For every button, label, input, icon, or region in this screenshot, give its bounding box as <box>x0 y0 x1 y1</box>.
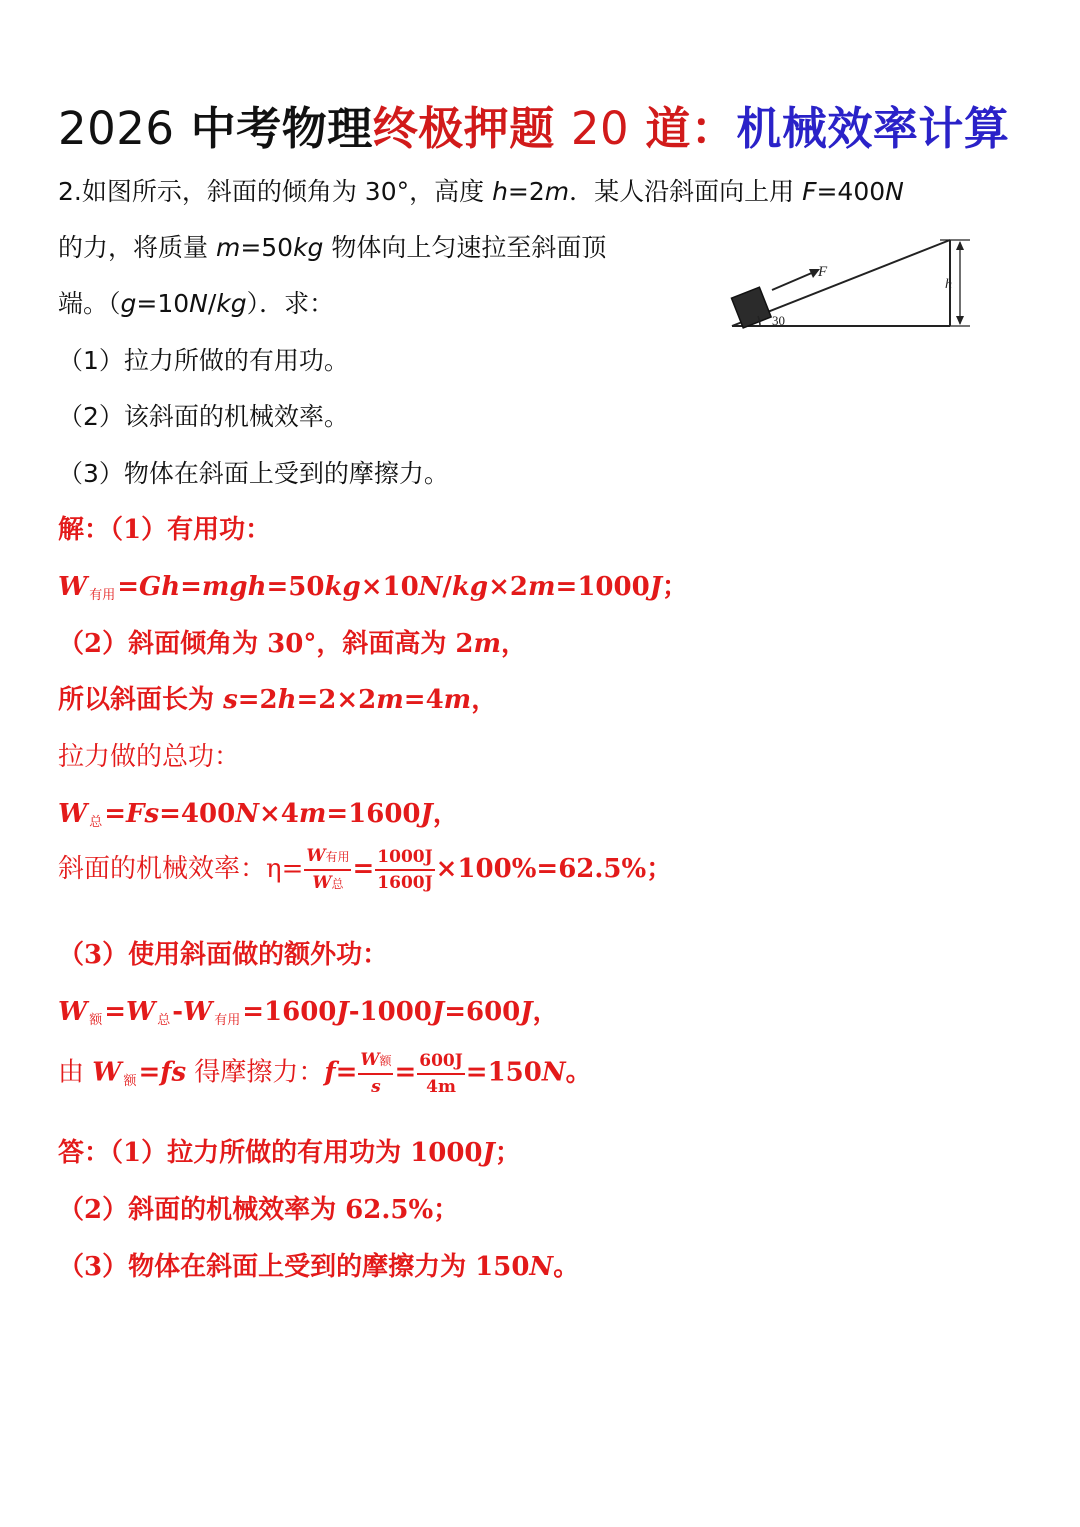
solution-extra-work: W $_额$=W $_总$-W $_{有用}$=1600J-1000J=600J， <box>58 997 559 1028</box>
problem-line-3: 端。（g=10N/kg）．求： <box>58 289 335 318</box>
force-label: F <box>818 264 828 280</box>
friction-fraction-symbolic: $\frac{\text{W额}}{s}$ <box>360 1050 392 1097</box>
question-1: （1）拉力所做的有用功。 <box>58 346 349 375</box>
solution-efficiency: 斜面的机械效率：η= $\frac{\text{W有用}}{\text{W总}}$ = $\frac{1000J}{1600J}$ ×100%=62.5%； <box>58 846 673 893</box>
title-subject: 中考物理 <box>190 102 373 155</box>
solution-step-3: （3）使用斜面做的额外功： <box>58 940 389 970</box>
answer-3: （3）物体在斜面上受到的摩擦力为 150N。 <box>58 1252 580 1282</box>
incline-diagram <box>722 232 977 332</box>
solution-header: 解：（1）有用功： <box>58 515 272 545</box>
force-arrow <box>772 272 814 290</box>
problem-line-2: 的力，将质量 m=50kg 物体向上匀速拉至斜面顶 <box>58 233 607 262</box>
solution-total-work-label: 拉力做的总功： <box>58 742 241 772</box>
question-2: （2）该斜面的机械效率。 <box>58 402 349 431</box>
answer-2: （2）斜面的机械效率为 62.5%； <box>58 1195 460 1225</box>
height-label: h <box>945 277 952 292</box>
efficiency-fraction-numeric: $\frac{1000J}{1600J}$ <box>377 847 433 893</box>
title-highlight: 终极押题 <box>372 102 555 155</box>
efficiency-fraction-symbolic: $\frac{\text{W有用}}{\text{W总}}$ <box>306 846 350 893</box>
answer-1: 答：（1）拉力所做的有用功为 1000J； <box>58 1138 521 1168</box>
friction-fraction-numeric: $\frac{600J}{4m}$ <box>419 1050 463 1097</box>
title-unit: 道： <box>645 102 737 155</box>
solution-step-2: （2）斜面倾角为 30°，斜面高为 2m， <box>58 629 527 659</box>
solution-length: 所以斜面长为 s=2h=2×2m=4m， <box>58 685 498 715</box>
question-3: （3）物体在斜面上受到的摩擦力。 <box>58 459 449 488</box>
solution-total-work: W $_总$=Fs=400N×4m=1600J， <box>58 799 459 830</box>
title-count: 20 <box>570 102 630 155</box>
page-title <box>58 92 1009 157</box>
title-topic: 机械效率计算 <box>736 102 1010 155</box>
block <box>731 287 771 328</box>
solution-useful-work: W $_{有用}$=Gh=mgh=50kg×10N/kg×2m=1000J； <box>58 572 689 603</box>
problem-line-1: 2.如图所示，斜面的倾角为 30°，高度 h=2m．某人沿斜面向上用 F=400N <box>58 177 904 206</box>
solution-friction: 由 W $_额$=fs 得摩擦力：f= $\frac{\text{W额}}{s}$ = $\frac{600J}{4m}$ =150N。 <box>58 1050 592 1097</box>
angle-label: 30 <box>772 313 785 328</box>
title-year: 2026 <box>58 102 175 155</box>
